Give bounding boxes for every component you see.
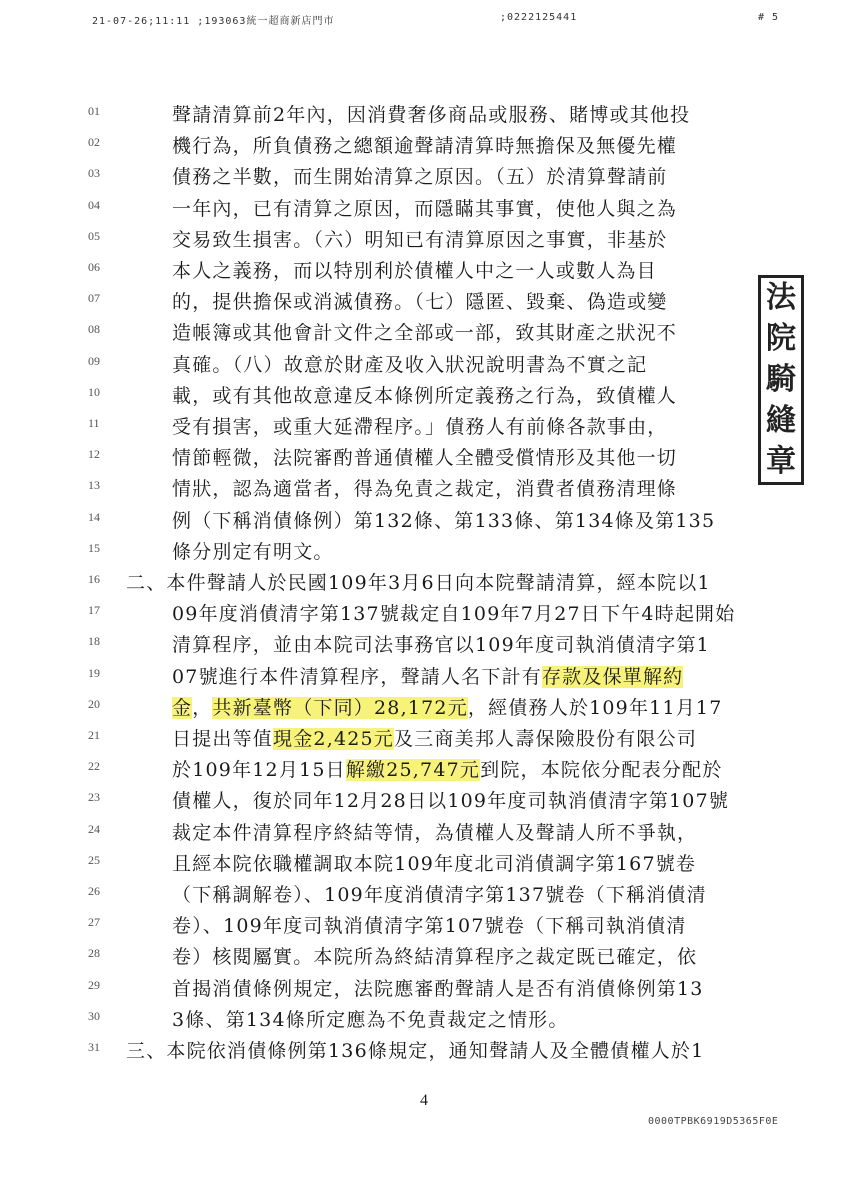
text-line — [0, 568, 848, 598]
line-text — [172, 474, 677, 504]
line-number: 01 — [88, 104, 100, 118]
text-segment: 一年內，已有清算之原因，而隱瞞其事實，使他人與之為 — [172, 197, 678, 220]
text-segment: 情狀，認為適當者，得為免責之裁定，消費者債務清理條 — [172, 478, 678, 501]
line-number: 09 — [88, 353, 100, 368]
text-segment: 情節輕微，法院審酌普通債權人全體受償情形及其他一切 — [172, 447, 678, 470]
text-segment: 造帳簿或其他會計文件之全部或一部，致其財產之狀況不 — [172, 322, 678, 345]
line-number: 25 — [88, 852, 100, 867]
line-number: 07 — [88, 291, 100, 306]
text-line — [0, 662, 848, 692]
line-text — [172, 818, 697, 848]
line-text — [172, 318, 677, 348]
text-segment: 首揭消債條例規定，法院應審酌聲請人是否有消債條例第13 — [172, 977, 704, 1000]
text-line — [0, 381, 848, 411]
text-line — [0, 849, 848, 879]
line-number: 03 — [88, 166, 100, 181]
seal-char: 縫 — [766, 402, 796, 438]
fax-header-page: # 5 — [758, 12, 780, 23]
text-line — [0, 755, 848, 785]
line-number: 31 — [88, 1040, 100, 1054]
line-number: 06 — [88, 260, 100, 274]
fax-header-number: ;0222125441 — [500, 12, 578, 23]
seal-char: 章 — [766, 443, 796, 479]
line-number: 11 — [88, 416, 100, 430]
text-segment: 機行為，所負債務之總額逾聲請清算時無擔保及無優先權 — [172, 135, 678, 158]
text-line — [0, 474, 848, 504]
line-number: 15 — [88, 540, 100, 555]
text-segment: 受有損害，或重大延滯程序。」債務人有前條各款事由， — [172, 416, 668, 438]
line-text — [172, 381, 677, 411]
text-line — [0, 412, 848, 442]
text-line — [0, 724, 848, 754]
line-text — [172, 194, 677, 224]
text-segment: 真確。（八）故意於財產及收入狀況說明書為不實之記 — [172, 353, 648, 376]
line-number: 02 — [88, 135, 100, 150]
line-text — [172, 225, 668, 255]
text-line — [0, 225, 848, 255]
text-segment: 到院，本院依分配表分配於 — [480, 759, 723, 782]
line-text — [172, 256, 657, 286]
line-text — [172, 443, 677, 473]
text-segment: 卷）、109年度司執消債清字第107號卷（下稱司執消債清 — [172, 915, 687, 938]
text-segment: 條分別定有明文。 — [172, 540, 334, 563]
fax-header-left: 21-07-26;11:11 ;193063統一超商新店門市 — [92, 16, 335, 27]
text-segment: 07號進行本件清算程序，聲請人名下計有 — [172, 665, 542, 688]
highlighted-text: 金 — [172, 696, 193, 719]
text-line — [0, 630, 848, 660]
line-text — [172, 786, 729, 816]
text-segment: 於109年12月15日 — [172, 759, 346, 782]
line-number: 24 — [88, 821, 100, 836]
text-line — [0, 162, 848, 192]
line-number: 23 — [88, 790, 100, 805]
seal-char: 騎 — [766, 361, 796, 397]
line-number: 21 — [88, 728, 100, 742]
line-text — [126, 568, 711, 598]
text-segment: 裁定本件清算程序終結等情，為債權人及聲請人所不爭執， — [172, 821, 698, 844]
line-number: 12 — [88, 447, 100, 462]
line-text — [172, 162, 668, 192]
text-segment: 卷）核閱屬實。本院所為終結清算程序之裁定既已確定，依 — [172, 946, 698, 969]
text-segment: 且經本院依職權調取本院109年度北司消債調字第167號卷 — [172, 852, 697, 875]
text-segment: 債務之半數，而生開始清算之原因。（五）於清算聲請前 — [172, 166, 668, 189]
line-text — [172, 537, 334, 567]
text-segment: 債權人，復於同年12月28日以109年度司執消債清字第107號 — [172, 790, 730, 813]
text-segment: 3條、第134條所定應為不免責裁定之情形。 — [172, 1008, 569, 1031]
text-line — [0, 256, 848, 286]
text-segment: 三、本院依消債條例第136條規定，通知聲請人及全體債權人於1 — [126, 1040, 705, 1062]
line-number: 17 — [88, 603, 100, 618]
line-text — [172, 630, 710, 660]
line-text — [172, 755, 723, 785]
text-line — [0, 786, 848, 816]
text-line — [0, 194, 848, 224]
line-number: 26 — [88, 884, 100, 898]
line-number: 22 — [88, 759, 100, 774]
line-number: 29 — [88, 977, 100, 992]
line-text — [172, 942, 697, 972]
text-line — [0, 131, 848, 161]
line-text — [172, 849, 696, 879]
text-segment: 09年度消債清字第137號裁定自109年7月27日下午4時起開始 — [172, 603, 736, 626]
text-segment: 二、本件聲請人於民國109年3月6日向本院聲請清算，經本院以1 — [126, 572, 711, 594]
line-text — [172, 506, 715, 536]
text-line — [0, 318, 848, 348]
line-number: 05 — [88, 228, 100, 243]
line-number: 04 — [88, 197, 100, 212]
text-segment: 聲請清算前2年內，因消費奢侈商品或服務、賭博或其他投 — [172, 104, 691, 126]
line-text — [172, 974, 704, 1004]
line-number: 13 — [88, 478, 100, 493]
text-line — [0, 1036, 848, 1066]
text-line — [0, 1005, 848, 1035]
line-text — [172, 131, 677, 161]
text-segment: 例（下稱消債條例）第132條、第133條、第134條及第135 — [172, 509, 716, 532]
line-text — [172, 911, 687, 941]
text-segment: 日提出等值 — [172, 728, 274, 750]
text-line — [0, 974, 848, 1004]
text-segment: 交易致生損害。（六）明知已有清算原因之事實，非基於 — [172, 228, 668, 251]
text-segment: 本人之義務，而以特別利於債權人中之一人或數人為目 — [172, 260, 657, 282]
line-text — [172, 724, 697, 754]
line-number: 16 — [88, 572, 100, 586]
highlighted-text: 共新臺幣（下同）28,172元 — [212, 696, 468, 719]
highlighted-text: 存款及保單解約 — [541, 665, 684, 688]
line-number: 27 — [88, 915, 100, 930]
line-number: 08 — [88, 322, 100, 337]
line-number: 19 — [88, 665, 100, 680]
text-line — [0, 100, 848, 130]
text-line — [0, 287, 848, 317]
text-segment: 及三商美邦人壽保險股份有限公司 — [394, 728, 698, 750]
line-text — [126, 1036, 704, 1066]
text-segment: 載，或有其他故意違反本條例所定義務之行為，致債權人 — [172, 384, 678, 407]
line-text — [172, 662, 683, 692]
text-segment: 清算程序，並由本院司法事務官以109年度司執消債清字第1 — [172, 634, 710, 657]
text-segment: ， — [192, 696, 213, 719]
text-line — [0, 818, 848, 848]
line-number: 28 — [88, 946, 100, 961]
text-line — [0, 693, 848, 723]
text-line — [0, 942, 848, 972]
fax-header — [0, 8, 848, 28]
line-number: 14 — [88, 509, 100, 524]
line-text — [172, 1005, 569, 1035]
highlighted-text: 解繳25,747元 — [345, 759, 481, 782]
seal-char: 法 — [766, 280, 796, 316]
text-line — [0, 443, 848, 473]
line-text — [172, 287, 668, 317]
page-number: 4 — [420, 1092, 428, 1109]
line-text — [172, 412, 668, 442]
text-line — [0, 537, 848, 567]
highlighted-text: 現金2,425元 — [273, 728, 395, 750]
line-text — [172, 599, 735, 629]
line-text — [172, 880, 707, 910]
line-text — [172, 350, 647, 380]
text-line — [0, 599, 848, 629]
text-segment: ，經債務人於109年11月17 — [467, 696, 723, 719]
line-number: 18 — [88, 634, 100, 649]
text-line — [0, 506, 848, 536]
line-number: 20 — [88, 696, 100, 711]
line-text — [172, 693, 723, 723]
seal-char: 院 — [766, 321, 796, 357]
text-line — [0, 911, 848, 941]
line-number: 30 — [88, 1008, 100, 1023]
line-text — [172, 100, 690, 130]
text-segment: 的，提供擔保或消滅債務。（七）隱匿、毀棄、偽造或變 — [172, 291, 668, 314]
line-number: 10 — [88, 384, 100, 399]
text-segment: （下稱調解卷）、109年度消債清字第137號卷（下稱消債清 — [172, 884, 707, 906]
court-seal-stamp — [758, 275, 804, 485]
text-line — [0, 880, 848, 910]
text-line — [0, 350, 848, 380]
document-code: 0000TPBK6919D5365F0E — [648, 1116, 779, 1127]
